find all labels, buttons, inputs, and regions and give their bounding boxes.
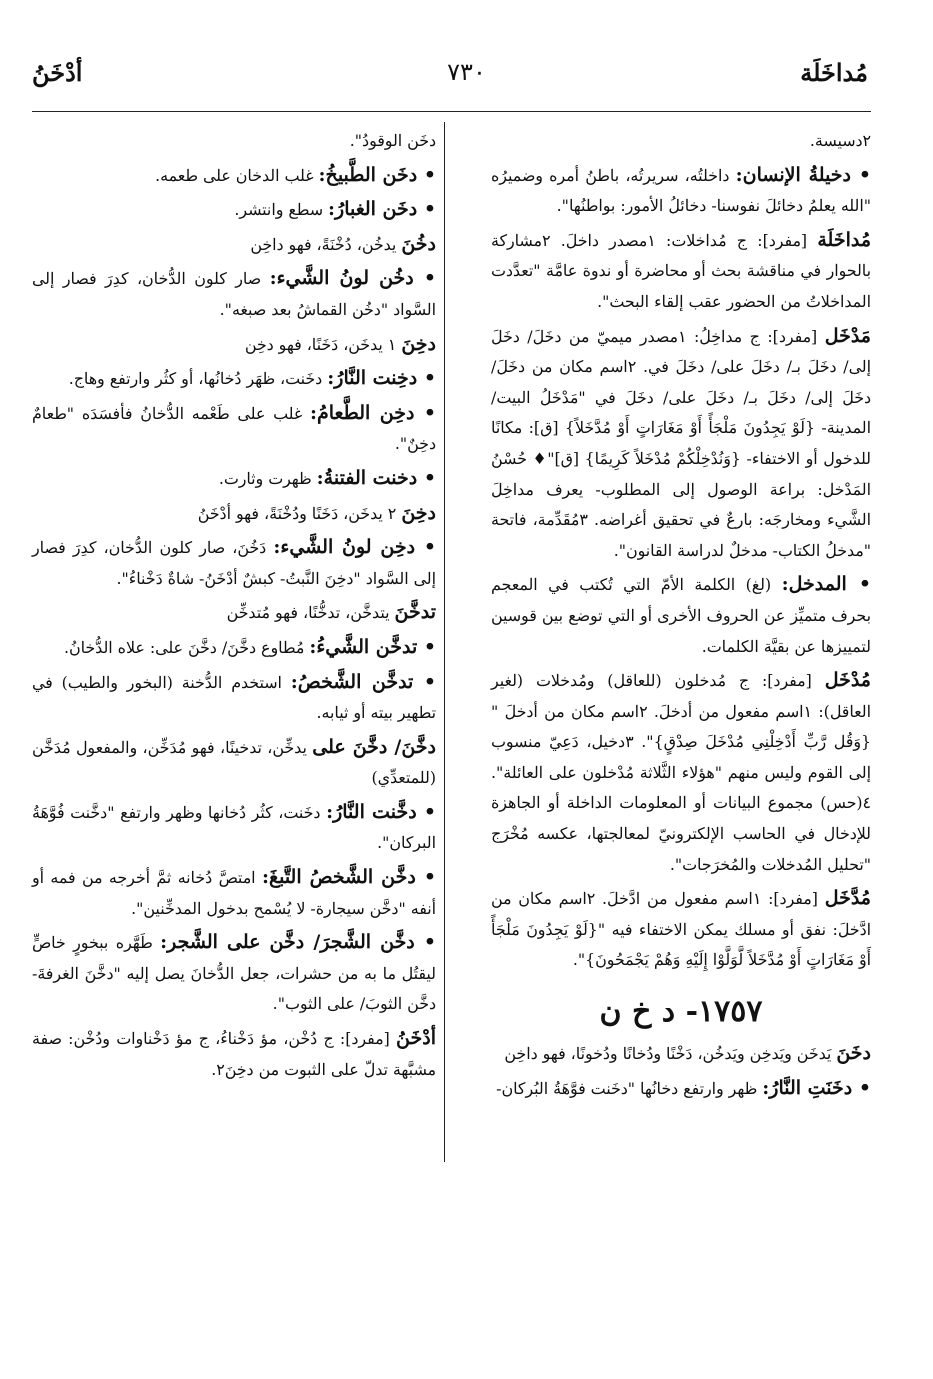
headword: • دخَّنت النَّارُ: — [326, 800, 437, 823]
entry-text: [مفرد]: ج مداخِلُ: ١مصدر ميميّ من دخَلَ/ دخَلَ إلى/ دخَلَ بـ/ دخَلَ على/ دخَلَ في. ٢اسم مكان من دخَلَ/ دخَلَ إلى/ دخَلَ بـ/ دخَلَ على/ دخَلَ في "مَدْخَلُ البيت/ المدينة- {لَوْ يَجِدُونَ مَلْجَأً أَوْ مَغَارَاتٍ أَوْ مُدَّخَلاً} [ق]: مكانًا للدخول أو الاختفاء- {وَنُدْخِلْكُمْ مُدْخَلاً كَرِيمًا} [ق]"♦ حُسْنُ المَدْخل: براعة الوصول إلى المطلوب- يعرف مداخِلَ الشَّيء ومخارجَه: بارعٌ في تحقيق أغراضه. ٣مُقَدِّمة، فاتحة "مدخلُ الكتاب- مدخلٌ لدراسة القانون". — [491, 326, 871, 560]
entry — [491, 665, 871, 880]
entry — [32, 797, 436, 859]
headword: • دخِن لونُ الشَّيء: — [273, 536, 436, 559]
headword: مَدْخَل — [824, 324, 871, 347]
headword: • دخنت الفتنةُ: — [316, 466, 436, 489]
headword: • تدخَّن الشَّخصُ: — [290, 670, 436, 693]
entry — [491, 321, 871, 567]
left-column — [32, 126, 436, 1088]
entry-text: [مفرد]: ١اسم مفعول من ادَّخلَ. ٢اسم مكان من ادَّخلَ: نفق أو مسلك يمكن الاختفاء فيه "{لَوْ يَجِدُونَ مَلْجَأً أَوْ مَغَارَاتٍ أَوْ مُدَّخَلاً لَّوَلَّوْا إِلَيْهِ وَهُمْ يَجْمَحُونَ}". — [491, 889, 871, 970]
entry-text: امتصَّ دُخانه ثمَّ أخرجه من فمه أو أنفه "دخَّن سيجارة- لا يُسْمح بدخول المدخِّنين". — [32, 868, 436, 918]
headword: مُدْخَل — [824, 669, 871, 692]
entry-text: يدخِّن، تدخينًا، فهو مُدَخِّن، والمفعول مُدَخَّن (للمتعدِّي) — [32, 737, 436, 788]
entry — [32, 363, 436, 395]
entry — [32, 862, 436, 924]
entry-text: صار كلون الدُّخان، كدِرَ فصار إلى السَّواد "دخُن القماشُ بعد صبغه". — [32, 269, 436, 319]
entry-text: ٢دسيسة. — [809, 131, 871, 150]
section-title: ١٧٥٧- د خ ن — [599, 994, 763, 1030]
column-divider — [444, 122, 445, 1162]
entry-text: استخدم الدُّخنة (البخور والطيب) في تطهير بيته أو ثيابه. — [32, 672, 436, 723]
headword: • دخَن الطَّبيخُ: — [318, 163, 436, 186]
entry — [32, 160, 436, 192]
entry — [32, 632, 436, 664]
entry — [491, 160, 871, 222]
headword: دخَنَ — [836, 1042, 871, 1065]
entry — [32, 667, 436, 729]
headword: دخَّنَ/ دخَّنَ على — [312, 735, 436, 758]
entry — [491, 1038, 871, 1070]
entry — [491, 883, 871, 976]
headword: مُداخَلَة — [817, 228, 872, 251]
headword: تدخَّنَ — [394, 601, 436, 624]
entry — [32, 329, 436, 361]
headword: • دخِن الطَّعامُ: — [309, 401, 436, 424]
headword: • دخَنَتِ النَّارُ: — [762, 1076, 871, 1099]
entry — [491, 569, 871, 662]
page-number: ٧٣٠ — [447, 58, 486, 86]
header-left-word: أدْخَنُ — [32, 58, 83, 87]
headword: • دخَن الغبارُ: — [328, 198, 436, 221]
headword: أدْخَنُ — [396, 1027, 436, 1050]
entry-text: سطع وانتشر. — [234, 200, 323, 220]
entry-text: (لغ) الكلمة الأمّ التي تُكتب في المعجم بحرف متميِّز عن الحروف الأخرى أو التي توضع بين قوسين لتمييزها عن بقيَّة الكلمات. — [491, 575, 871, 656]
entry-text: ٢ يدخَن، دَخَنًا ودُخْنَةً، فهو أدْخَنُ — [197, 503, 397, 523]
entry — [32, 1023, 436, 1085]
entry-text: دَخُنَ، صار كلون الدُّخان، كدِرَ فصار إلى السَّواد "دخِنَ النَّبتُ- كبشٌ أدْخَنُ- شاةٌ دَخْناءُ". — [32, 538, 436, 588]
headword: • دخَّن الشَّجرَ/ دخَّن على الشَّجر: — [160, 931, 436, 954]
right-column — [491, 126, 871, 1107]
headword: دخُنَ — [401, 232, 436, 255]
entry — [32, 263, 436, 325]
entry-text: دخَنت، كثُر دُخانها وظهر وارتفع "دخَّنت فُوَّهَةُ البركان". — [32, 802, 436, 853]
entry — [32, 532, 436, 594]
headword: • المدخل: — [781, 573, 871, 596]
entry — [491, 1073, 871, 1105]
entry-text: دخَن الوقودُ". — [349, 131, 436, 150]
entry — [32, 463, 436, 495]
entry-text: داخلتُه، سريرتُه، باطنُ أمره وضميرُه "الله يعلمُ دخائلَ نفوسنا- دخائلُ الأمور: بواطنُها". — [491, 165, 871, 216]
entry-text: مُطاوع دخَّنَ/ دخَّنَ على: علاه الدُّخانُ. — [63, 637, 305, 657]
entry-text: [مفرد]: ج مُدخلون (للعاقل) ومُدخلات (لغير العاقل): ١اسم مفعول من أدخلَ. ٢اسم مكان من أدخلَ "{وَقُل رَّبِّ أَدْخِلْنِي مُدْخَلَ صِدْقٍ}". ٣دخيل، دَعِيّ منسوب إلى القوم وليس منهم "هؤلاء الثَّلاثة مُدْخلون على العائلة". ٤(حس) مجموع البيانات أو المعلومات الداخلة أو الجاهزة للإدخال في الحاسب الإلكترونيّ لمعالجتها، عكسه مُخْرَج "تحليل المُدخلات والمُخرَجات". — [491, 671, 872, 874]
entry-text: ١ يدخَن، دَخَنًا، فهو دخِن — [244, 334, 397, 354]
entry — [32, 498, 436, 530]
headword: مُدَّخَل — [824, 887, 871, 910]
entry-text: غلب الدخان على طعمه. — [155, 165, 314, 185]
entry-text: يتدخَّن، تدخُّنًا، فهو مُتدخِّن — [226, 603, 390, 623]
entry-text: [مفرد]: ج دُخْن، مؤ دَخْناءُ، ج مؤ دَخْناوات ودُخْن: صفة مشبَّهة تدلّ على الثبوت من دخِنَ٢. — [32, 1029, 436, 1079]
headword: • دخُن لونُ الشَّيء: — [269, 267, 436, 290]
headword: دخِنَ — [401, 501, 436, 524]
entry-text: دخَنت، ظهَر دُخانُها، أو كثُر وارتفع وهاج. — [68, 369, 323, 389]
entry-text: [مفرد]: ج مُداخلات: ١مصدر داخلَ. ٢مشاركة بالحوار في مناقشة بحث أو محاضرة أو ندوة عامَّة "تعدَّدت المداخلاتُ من الحضور عقب إلقاء البحث". — [491, 230, 871, 311]
headword: • دخِنت النَّارُ: — [327, 367, 436, 390]
headword: دخِنَ — [401, 332, 436, 355]
entry-text: يَدخَن ويَدخِن ويَدخُن، دَخْنًا ودُخانًا ودُخونًا، فهو داخِن — [504, 1044, 832, 1064]
entry — [32, 194, 436, 226]
entry — [32, 597, 436, 629]
entry — [491, 225, 871, 318]
entry — [32, 927, 436, 1020]
entry — [32, 229, 436, 261]
headword: • تدخَّن الشَّيءُ: — [309, 635, 436, 658]
headword: • دخيلةُ الإنسان: — [735, 163, 871, 186]
entry — [32, 732, 436, 794]
header-rule — [32, 111, 871, 112]
entry-text: طَهَّره ببخورٍ خاصٍّ ليقتُل ما به من حشرات، جعل الدُّخانَ يصل إليه "دخَّنَ الغرفةَ- دخَّن الثوبَ/ على الثوب". — [32, 933, 436, 1014]
header-right-word: مُداخَلَة — [800, 58, 868, 87]
entry — [32, 398, 436, 460]
entry-text: غلب على طَعْمه الدُّخانُ فأفسَدَه "طعامٌ دخِنٌ". — [32, 403, 436, 454]
entry-text: يدخُن، دُخْنَةً، فهو داخِن — [250, 234, 397, 254]
headword: • دخَّن الشَّخصُ التَّبغَ: — [261, 866, 436, 889]
entry-text: ظهرت وثارت. — [218, 468, 312, 488]
entry-text: ظهر وارتفع دخانُها "دخَنت فوَّهَةُ البُركان- — [496, 1078, 758, 1098]
